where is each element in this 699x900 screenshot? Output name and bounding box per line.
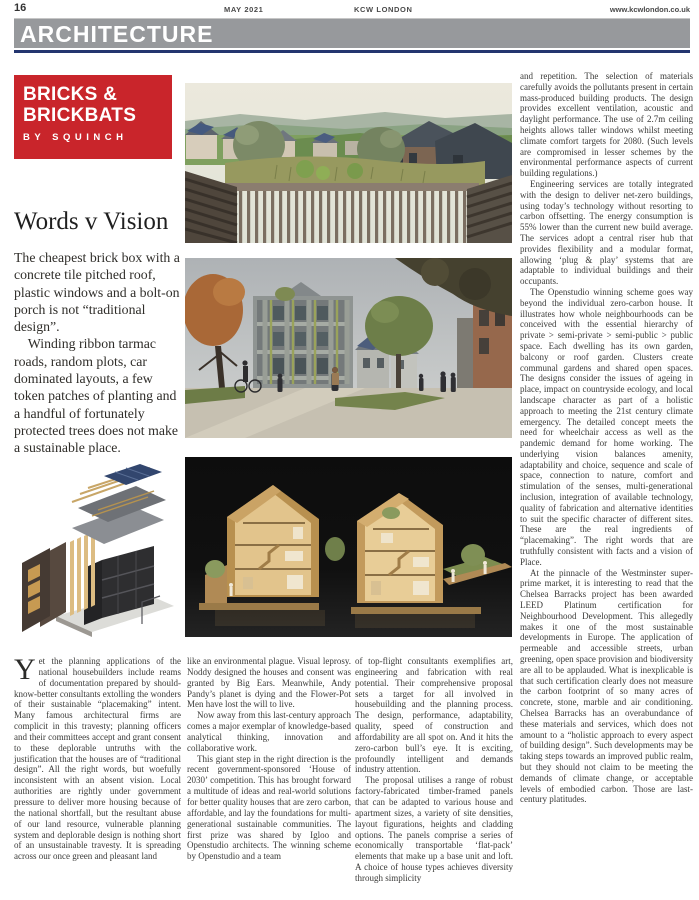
- issue-date: MAY 2021: [224, 5, 264, 14]
- article-column-1: [14, 653, 181, 896]
- street-photo: [185, 258, 512, 438]
- body-paragraph: The Openstudio winning scheme goes way beyond the individual zero-carbon house. It illustrates how whole neighbourhoods can be conceived with the essential hierarchy of private > semi-private > semi-public > public space. Each dwelling has its own garden, balcony or roof garden. Clusters create communal gardens and shared open spaces. The designs consider the issues of ageing in place, impact on countryside ecology, and local landscape character as part of a holistic approach to meeting the 21st century climate emergency. The detailed concept meets the need for wheelchair access as well as the pandemic demand for home working. The underlying vision balances amenity, adaptability and choice, sequence and scale of space, connection to nature, comfort and stimulation of the senses, multi-generational inclusion, integration of available technology, quality of fabrication and alternative identities to suit the specific character of different sites. These are the real ingredients of “placemaking”. The right words that are truthfully consistent with facts and a vision of Place.: [520, 286, 693, 567]
- page-number: 16: [14, 2, 27, 14]
- body-paragraph: [14, 653, 181, 862]
- street-photo-graphic: [185, 258, 512, 438]
- hero-photo-graphic: [185, 83, 512, 243]
- body-paragraph: This giant step in the right direction is the recent government-sponsored ‘House of 2030’ competition. This has brought forward a multitude of ideas and real-world solutions for better quality houses that are zero carbon, affordable, and lay the foundations for multi-generational sustainable communities. The first prize was shared by Igloo and Openstudio architects. The winning scheme by Openstudio and a team: [187, 753, 351, 862]
- body-paragraph: Engineering services are totally integrated with the design to deliver net-zero buildings, using today’s technology without resorting to carbon offsetting. The energy consumption is 55% lower than the current new build average. The services adopt a central riser hub that provides flexibility and a modular format, allowing ‘plug & play’ systems that are adaptable to individual buildings and their occupants.: [520, 178, 693, 287]
- article-column-2: [187, 656, 351, 896]
- column-head-box: [14, 75, 172, 159]
- exploded-diagram-graphic: [14, 464, 179, 648]
- column-title-line2: BRICKBATS: [23, 105, 137, 126]
- body-paragraph: and repetition. The selection of materials carefully avoids the pollutants present in certain mass-produced building products. The design provides excellent ventilation, acoustic and daylight performance. The use of 2.7m ceiling heights allows taller windows whilst meeting climate comfort targets for 2080. (Such levels are compromised in lesser schemes by the environmental performance aspects of current building regulations.): [520, 71, 693, 179]
- column-byline: BY SQUINCH: [23, 132, 128, 143]
- website-url: www.kcwlondon.co.uk: [609, 5, 690, 14]
- timber-models-photo: [185, 457, 512, 637]
- article-headline: Words v Vision: [14, 208, 169, 235]
- body-paragraph: At the pinnacle of the Westminster super-prime market, it is interesting to read that the Chelsea Barracks project has been awarded LEED Platinum certification for Neighbourhood Development. This allegedly makes it one of the most sustainable developments in Europe. The application of permeable and accessible streets, urban greening, open space provision and biodiversity are all to be applauded. What is inexplicable is that such certification clearly does not measure the carbon footprint of so many acres of concrete, stone, marble and air conditioning. Chelsea Barracks has an overabundance of these materials and services, which does not amount to a “holistic approach to every aspect of building design”. Such developments may be taking steps towards an improved public realm, but they should not claim to be meeting the demands of climate change, or acceptable levels of embodied carbon. Those are last-century platitudes.: [520, 567, 693, 805]
- section-banner: [14, 18, 690, 48]
- section-title: ARCHITECTURE: [20, 21, 214, 47]
- article-column-3: [355, 656, 513, 896]
- body-paragraph: Now away from this last-century approach comes a major exemplar of knowledge-based analytical thinking, innovation and collaborative work.: [187, 710, 351, 753]
- article-column-4: [520, 71, 693, 897]
- hero-photo: [185, 83, 512, 243]
- body-paragraph: like an environmental plague. Visual leprosy. Noddy designed the houses and consent was granted by Big Ears. Meanwhile, Andy Pandy’s planet is dying and the Flower-Pot Men have lost the will to live.: [187, 656, 351, 710]
- timber-models-graphic: [185, 457, 512, 637]
- exploded-axonometric-diagram: [14, 464, 179, 648]
- standfirst-paragraph: The cheapest brick box with a concrete tile pitched roof, plastic windows and a bolt-on porch is not “traditional design”.: [14, 250, 180, 335]
- column-title-line1: BRICKS &: [23, 84, 118, 105]
- body-paragraph: of top-flight consultants exemplifies art, engineering and fabrication with real potential. Their comprehensive proposal sets a target for all involved in housebuilding and the planning process. The design, performance, adaptability, quality, speed of construction and affordability are all spot on. And it hits the zero-carbon bull’s eye. It is exciting, profoundly intelligent and demands industry attention.: [355, 656, 513, 775]
- banner-rule: [14, 50, 690, 53]
- drop-cap: Y: [14, 653, 36, 686]
- body-paragraph: The proposal utilises a range of robust factory-fabricated timber-framed panels that can be adapted to various house and apartment sizes, a variety of site densities, layout figurations, heights and cladding options. The panels comprise a series of economically transportable ‘flat-pack’ elements that make up a base unit and loft. A choice of house types achieves diversity through simplicity: [355, 775, 513, 883]
- article-standfirst: [14, 249, 182, 457]
- publication-name: KCW LONDON: [354, 5, 413, 14]
- body-text: et the planning applications of the national housebuilders include reams of documentation prepared by should-know-better consultants extolling the wonders of their sustainable “placemaking” intent. Many famous architectural firms are complicit in this travesty; planning officers and their committees accept and grant consent to these deplorable untruths with the justification that the houses are of “traditional design”. All the right words, but woefully inconsistent with an absent vision. Local authorities are rightly under government pressure to deliver more housing because of the national shortfall, but the resultant abuse of our land resource, vulnerable planning system and deplorable design is nothing short of an unsustainable travesty. It is spreading across our once green and pleasant land: [14, 656, 181, 862]
- standfirst-paragraph: Winding ribbon tarmac roads, random plots, car dominated layouts, a few token patches of planting and a handful of fortunately protected trees does not make a sustainable place.: [14, 336, 178, 456]
